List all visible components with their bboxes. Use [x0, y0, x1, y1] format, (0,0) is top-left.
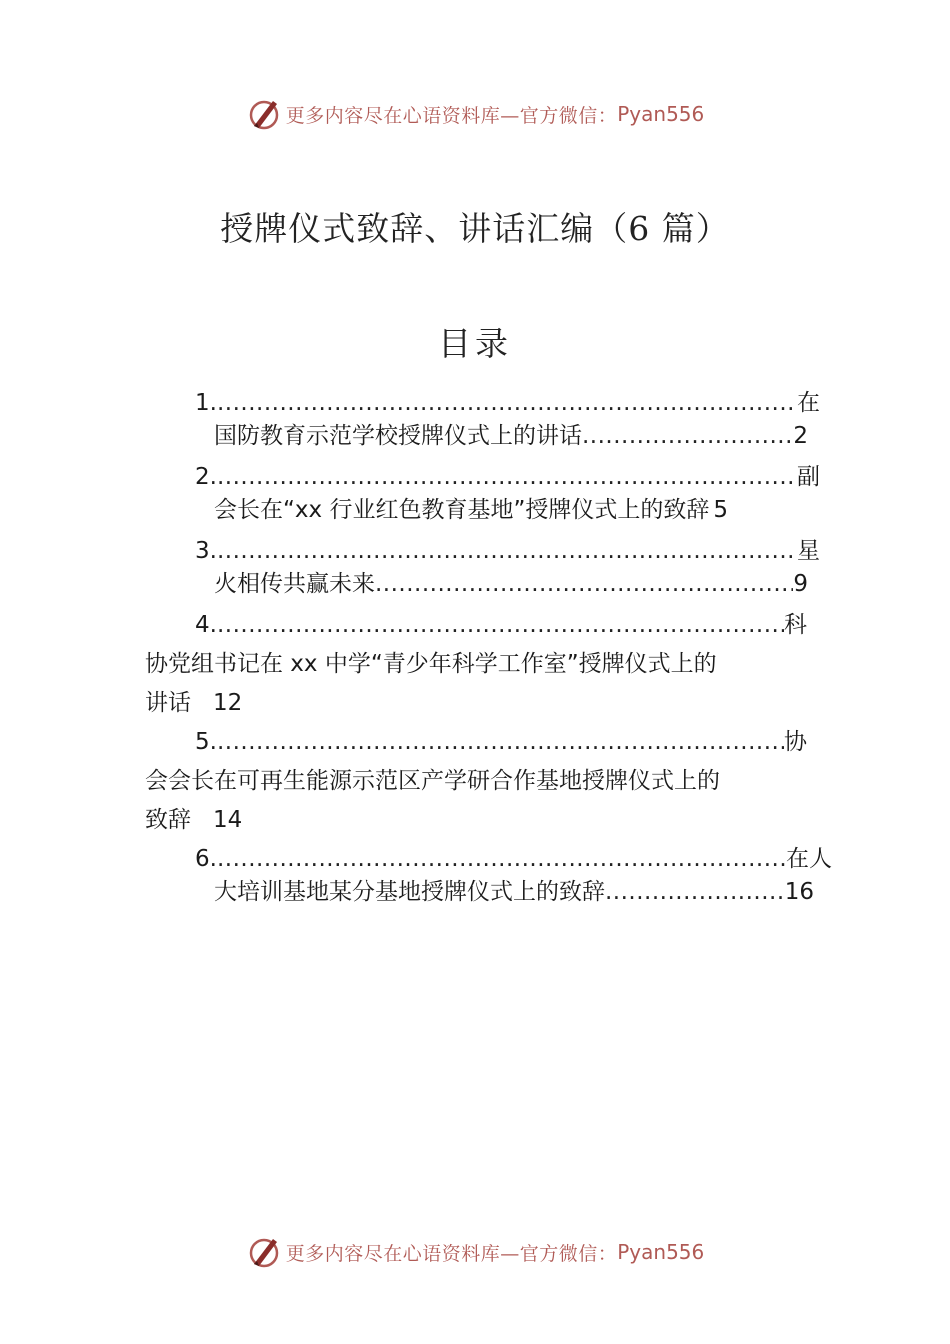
toc-entry-page: 2 [793, 423, 808, 449]
watermark-handle: Pyan556 [617, 1240, 705, 1264]
watermark-text: 更多内容尽在心语资料库—官方微信： [285, 1242, 618, 1265]
toc-entry-5-line-1[interactable] [195, 727, 807, 759]
toc-entry-text-start: 在人 [786, 846, 832, 872]
pen-logo-icon [246, 96, 282, 132]
toc-entry-title: 会会长在可再生能源示范区产学研合作基地授牌仪式上的 [145, 768, 720, 794]
toc-entry-1-line-2[interactable] [214, 421, 808, 453]
toc-entry-page: 14 [213, 807, 243, 833]
leader-dots [217, 462, 797, 494]
toc-entry-page: 16 [784, 879, 814, 905]
toc-entry-title: 协党组书记在 xx 中学“青少年科学工作室”授牌仪式上的 [145, 651, 717, 677]
toc-entry-6-line-1[interactable] [195, 844, 832, 876]
leader-dots [217, 844, 786, 876]
leader-dots [582, 421, 793, 453]
toc-entry-number: 5. [195, 729, 217, 755]
leader-dots [375, 569, 793, 601]
toc-entry-number: 6. [195, 846, 217, 872]
toc-entry-text-start: 星 [797, 538, 820, 564]
toc-entry-4-line-2[interactable] [145, 649, 825, 681]
toc-entry-2-line-2[interactable] [214, 495, 814, 527]
toc-entry-number: 2. [195, 464, 217, 490]
toc-entry-title: 大培训基地某分基地授牌仪式上的致辞 [214, 879, 605, 905]
leader-dots [605, 877, 785, 909]
toc-entry-4-line-1[interactable] [195, 610, 807, 642]
toc-entry-5-line-2[interactable] [145, 766, 825, 798]
document-title: 授牌仪式致辞、讲话汇编（6 篇） [220, 209, 730, 248]
toc-entry-4-line-3[interactable] [145, 688, 345, 720]
toc-entry-1-line-1[interactable] [195, 388, 820, 420]
footer-watermark [0, 1232, 950, 1272]
toc-entry-number: 4. [195, 612, 217, 638]
toc-entry-3-line-2[interactable] [214, 569, 808, 601]
toc-entry-text-start: 在 [797, 390, 820, 416]
toc-entry-text-start: 副 [797, 464, 820, 490]
toc-heading: 目录 [438, 324, 512, 363]
toc-entry-page: 5 [713, 497, 729, 523]
leader-dots [217, 727, 784, 759]
watermark-handle: Pyan556 [617, 102, 705, 126]
toc-entry-5-line-3[interactable] [145, 805, 345, 837]
toc-entry-text-start: 科 [784, 612, 807, 638]
leader-dots [217, 388, 797, 420]
toc-entry-text-start: 协 [784, 729, 807, 755]
header-watermark [0, 94, 950, 134]
toc-entry-3-line-1[interactable] [195, 536, 820, 568]
toc-entry-page: 12 [213, 690, 243, 716]
toc-entry-title: 会长在“xx 行业红色教育基地”授牌仪式上的致辞 [214, 497, 710, 523]
leader-dots [217, 536, 797, 568]
pen-logo-icon [246, 1234, 282, 1270]
watermark-text: 更多内容尽在心语资料库—官方微信： [285, 104, 618, 127]
toc-entry-number: 3. [195, 538, 217, 564]
toc-entry-title: 火相传共赢未来 [214, 571, 375, 597]
toc-entry-2-line-1[interactable] [195, 462, 820, 494]
toc-entry-title-continued: 致辞 [145, 807, 191, 833]
toc-entry-title-continued: 讲话 [145, 690, 191, 716]
toc-entry-page: 9 [793, 571, 808, 597]
leader-dots [217, 610, 784, 642]
toc-entry-number: 1. [195, 390, 217, 416]
toc-entry-title: 国防教育示范学校授牌仪式上的讲话 [214, 423, 582, 449]
toc-entry-6-line-2[interactable] [214, 877, 814, 909]
